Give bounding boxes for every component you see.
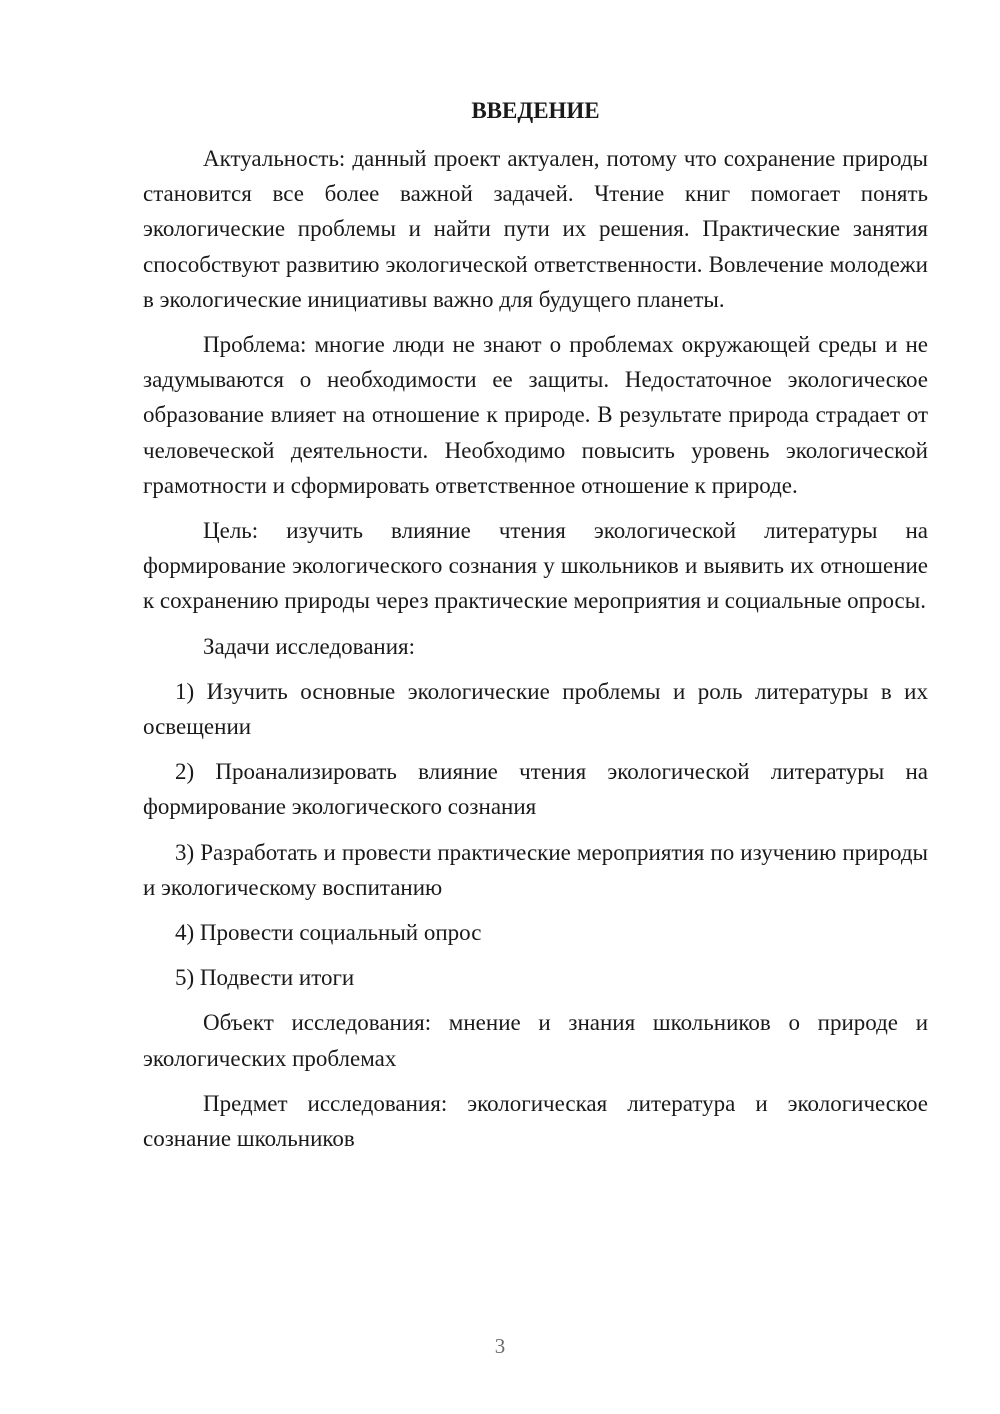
goal-paragraph: Цель: изучить влияние чтения экологической литературы на формирование экологического сознания у школьников и выявить их отношение к сохранению природы через практические мероприятия и социальные опросы. [143, 518, 928, 614]
object-paragraph: Объект исследования: мнение и знания школьников о природе и экологических проблемах [143, 1010, 928, 1071]
task-item: 4) Провести социальный опрос [175, 920, 482, 946]
tasks-heading: Задачи исследования: [203, 633, 416, 659]
subject-paragraph: Предмет исследования: экологическая литература и экологическое сознание школьников [143, 1090, 928, 1152]
task-item: 5) Подвести итоги [175, 965, 355, 991]
document-page [143, 95, 928, 1156]
task-item: 3) Разработать и провести практические мероприятия по изучению природы и экологическому воспитанию [143, 839, 928, 900]
task-item: 1) Изучить основные экологические проблемы и роль литературы в их освещении [143, 678, 928, 740]
problem-paragraph: Проблема: многие люди не знают о проблемах окружающей среды и не задумываются о необходимости ее защиты. Недостаточное экологическое образование влияет на отношение к природе. В результате природа страдает от человеческой деятельности. Необходимо повысить уровень экологической грамотности и сформировать ответственное отношение к природе. [143, 332, 928, 498]
page-number: 3 [494, 1334, 506, 1358]
task-item: 2) Проанализировать влияние чтения экологической литературы на формирование экологического сознания [143, 759, 928, 820]
page-title: ВВЕДЕНИЕ [471, 98, 600, 123]
relevance-paragraph: Актуальность: данный проект актуален, потому что сохранение природы становится все более важной задачей. Чтение книг помогает понять экологические проблемы и найти пути их решения. Практические занятия способствуют развитию экологической ответственности. Вовлечение молодежи в экологические инициативы важно для будущего планеты. [143, 146, 928, 312]
